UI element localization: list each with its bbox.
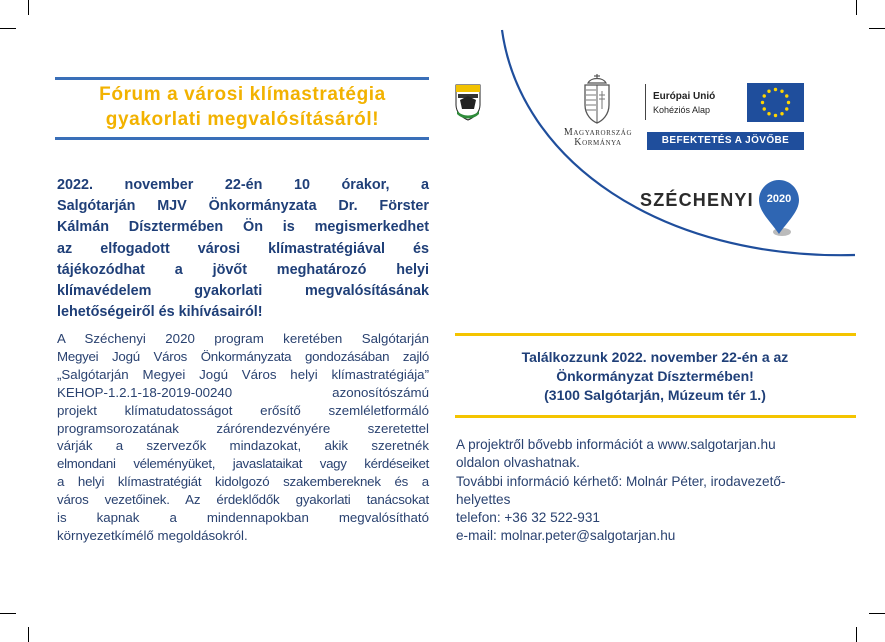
decorative-arc [440,0,885,300]
meeting-info [455,348,855,405]
government-line: Magyarország [563,127,633,138]
crop-mark [856,627,857,642]
crop-mark [0,613,16,614]
body-line: környezetkímélő megoldásokról. [57,527,248,543]
title-line: gyakorlati megvalósításáról! [105,109,380,130]
eu-star [767,112,770,115]
lead-line: Salgótarján MJV Önkormányzata Dr. Förster [57,198,429,215]
meeting-rule-bottom [455,415,856,418]
meeting-line: Önkormányzat Dísztermében! [556,368,754,384]
eu-star [774,114,777,117]
city-crest-icon [455,83,481,121]
page-title [55,82,430,132]
contact-line: helyettes [456,491,511,507]
lead-line: tájékozódhat a jövőt meghatározó helyi [57,261,429,278]
body-line: a helyi klímastratégiát kidolgozó szakembereknek és a [57,474,429,490]
contact-line: telefon: +36 32 522-931 [456,510,600,526]
contact-line: oldalon olvashatnak. [456,455,580,471]
lead-line: 2022. november 22-én 10 órakor, a [57,177,429,193]
crop-mark [0,28,16,29]
title-line: Fórum a városi klímastratégia [99,84,386,105]
body-line: Megyei Jogú Város Önkormányzata gondozásában zajló [57,348,429,364]
crop-mark [869,613,885,614]
eu-star [785,107,788,110]
crop-mark [28,0,29,15]
eu-star [787,101,790,104]
szechenyi-year: 2020 [766,193,792,205]
meeting-line: (3100 Salgótarján, Múzeum tér 1.) [544,387,766,403]
lead-line: az elfogadott városi klímastratégiával és [57,240,429,257]
body-line: A Széchenyi 2020 program keretében Salgótarján [57,331,429,346]
lead-paragraph [57,175,429,323]
meeting-rule-top [455,333,856,336]
body-line: programsorozatának zárórendezvényére szeretettel [57,420,429,436]
meeting-line: Találkozzunk 2022. november 22-én a az [521,349,789,365]
government-name [548,127,648,148]
contact-line: A projektről bővebb információt a www.salgotarjan.hu [456,437,776,452]
eu-star [785,94,788,97]
eu-star [780,112,783,115]
lead-line: klímavédelem gyakorlati megvalósításának [57,283,429,300]
coat-of-arms-icon [580,73,614,125]
body-line: „Salgótarján Megyei Jogú Város helyi klímastratégiája” [57,366,429,382]
eu-flag-icon [747,83,804,122]
title-rule-bottom [55,137,429,140]
contact-line: e-mail: molnar.peter@salgotarjan.hu [456,528,676,544]
eu-star [774,88,777,91]
eu-star [763,107,766,110]
body-line: elmondani véleményüket, javaslataikat vagy kérdéseiket [57,456,429,472]
szechenyi-name: SZÉCHENYI [640,190,754,210]
logo-divider [645,84,646,120]
eu-star [767,90,770,93]
body-line: város vezetőinek. Az érdeklődők gyakorlati tanácsokat [57,492,429,508]
body-line: is kapnak a mindennapokban megvalósítható [57,510,429,526]
body-line: várják a szervezők mindazokat, akik szeretnék [57,438,429,454]
lead-line: lehetőségeiről és kihívásairól! [57,304,263,321]
lead-line: Kálmán Dísztermében Ön is megismerkedhet [57,219,429,236]
title-rule-top [55,77,429,80]
crop-mark [28,627,29,642]
eu-label: Európai Unió [653,91,716,102]
investment-banner: BEFEKTETÉS A JÖVŐBE [647,132,804,150]
eu-fund-label: Kohéziós Alap [653,105,711,115]
body-line: projekt klímatudatosságot erősítő szemléletformáló [57,402,429,418]
eu-star [763,94,766,97]
government-line: Kormánya [574,137,622,148]
body-paragraph [57,330,429,545]
contact-line: További információ kérhető: Molnár Péter, irodavezető- [456,473,786,489]
contact-info [456,436,856,546]
eu-star [761,101,764,104]
szechenyi-pin-icon [756,178,802,238]
body-line: KEHOP-1.2.1-18-2019-00240 azonosítószámú [57,384,429,400]
eu-star [780,90,783,93]
